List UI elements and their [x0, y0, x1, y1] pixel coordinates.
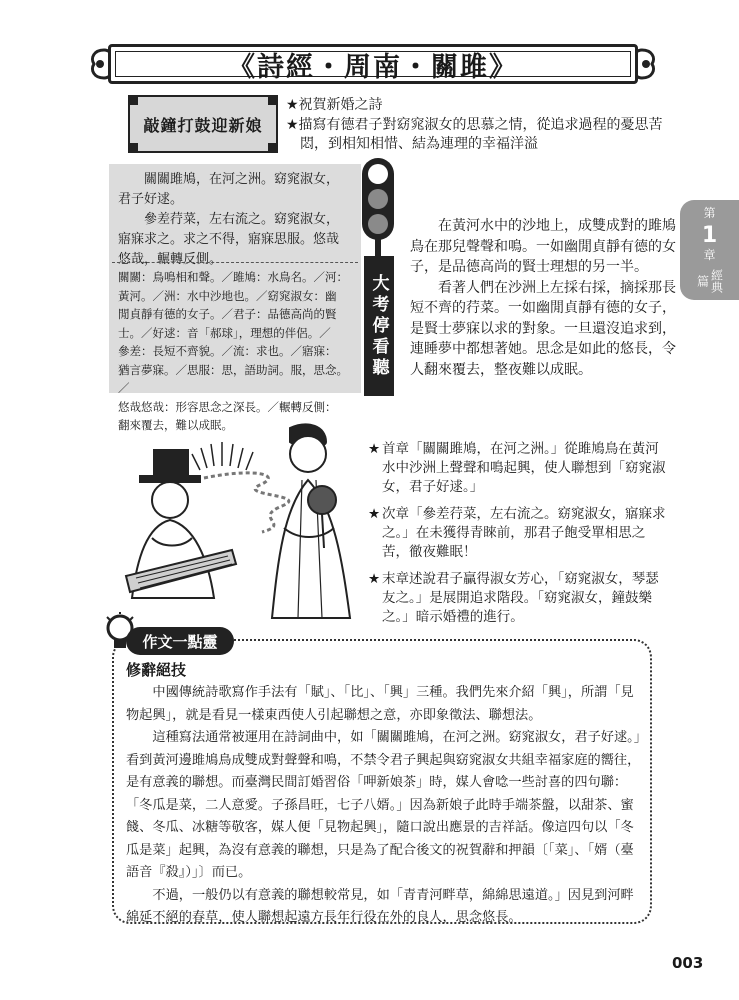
- translation-paragraph: 在黃河水中的沙地上，成雙成對的雎鳩鳥在那兒聲聲和鳴。一如幽閒貞靜有德的女子，是品德高尚的賢士理想的另一半。: [410, 218, 676, 275]
- chapter-tab[interactable]: [680, 200, 739, 300]
- subject-box: [128, 95, 278, 153]
- subject-bullet: ★描寫有德君子對窈窕淑女的思慕之情，從追求過程的憂思苦悶，到相知相惜、結為連理的幸福洋溢: [286, 117, 663, 152]
- traffic-light-icon: [362, 158, 394, 240]
- poem-line: 參差荇菜，左右流之。窈窕淑女，: [144, 212, 340, 227]
- subject-label: 敲鐘打鼓迎新娘: [143, 115, 263, 135]
- star-icon: ★: [368, 506, 381, 522]
- chapter-notes: [368, 440, 668, 635]
- poem-text: [118, 170, 358, 270]
- chapter-prefix: 第: [703, 206, 716, 220]
- exam-tip-label: 大考停看聽: [364, 256, 394, 396]
- writing-tip-body: [126, 682, 642, 930]
- chapter-number: 1: [701, 223, 718, 248]
- notes-divider: [112, 262, 358, 263]
- page-title: 《詩經・周南・關雎》: [228, 51, 518, 83]
- chapter-suffix: 章: [703, 248, 716, 262]
- tip-paragraph: 這種寫法通常被運用在詩詞曲中，如「關關雎鳩，在河之洲。窈窕淑女，君子好逑。」看到黃河邊雎鳩鳥成雙成對聲聲和鳴，不禁令君子興起與窈窕淑女共組幸福家庭的嚮往，是有意義的聯想。而臺灣民間訂婚習俗「呷新娘茶」時，媒人會唸一些討喜的四句聯：「冬瓜是菜，二人意愛。子孫昌旺，七子八婿。」因為新娘子此時手端茶盤，以甜茶、蜜餞、冬瓜、冰糖等敬客，媒人便「見物起興」，隨口說出應景的吉祥話。像這四句以「冬瓜是菜」起興，為沒有意義的聯想，只是為了配合後文的祝賀辭和押韻〔「菜」、「婿（臺語音『殺』）」〕而已。: [126, 730, 641, 880]
- chapter-section: 經典篇: [695, 269, 724, 293]
- note-line: 關關：鳥鳴相和聲。／雎鳩：水鳥名。／河：: [118, 270, 348, 284]
- poem-line: 悠哉，輾轉反側。: [118, 252, 223, 267]
- chapter-note-item: ★ 次章「參差荇菜，左右流之。窈窕淑女，寤寐求之。」在未獲得青睞前，那君子飽受單相思之苦，徹夜難眠！: [368, 506, 666, 560]
- note-line: 翻來覆去，難以成眠。: [118, 418, 233, 432]
- tip-paragraph: 不過，一般仍以有意義的聯想較常見，如「青青河畔草，綿綿思遠道。」因見到河畔綿延不絕的春草，使人聯想起遠方長年行役在外的良人，思念悠長。: [126, 887, 634, 925]
- page-number: 003: [672, 954, 704, 972]
- chapter-note-item: ★ 末章述說君子贏得淑女芳心，「窈窕淑女，琴瑟友之。」是展開追求階段。「窈窕淑女，鐘鼓樂之。」暗示婚禮的進行。: [368, 571, 659, 625]
- translation-paragraph: 看著人們在沙洲上左採右採，摘採那長短不齊的荇菜。一如幽閒貞靜有德的女子，是賢士夢寐以求的對象。一旦還沒追求到，連睡夢中都想著她。思念是如此的悠長，令人翻來覆去，整夜難以成眠。: [410, 279, 676, 378]
- note-line: 悠哉悠哉：形容思念之深長。／輾轉反側：: [118, 399, 337, 414]
- writing-tip-header: 作文一點靈: [126, 627, 234, 655]
- translation: [410, 216, 678, 380]
- scholar-and-lady-illustration: [112, 408, 372, 626]
- poem-line: 關關雎鳩，在河之洲。窈窕淑女，: [144, 172, 340, 187]
- title-banner: [108, 44, 638, 84]
- tip-paragraph: 中國傳統詩歌寫作手法有「賦」、「比」、「興」三種。我們先來介紹「興」，所謂「見物起興」，就是看見一樣東西使人引起聯想之意，亦即象徵法、聯想法。: [126, 685, 634, 723]
- star-icon: ★: [368, 441, 381, 457]
- poem-line: 君子好逑。: [118, 192, 184, 207]
- note-line: 黃河。／洲：水中沙地也。／窈窕淑女：幽: [118, 288, 337, 303]
- note-line: 士。／好逑：音「郝球」，理想的伴侶。／: [118, 325, 331, 340]
- star-icon: ★: [368, 571, 381, 587]
- note-line: 猶言夢寐。／思服：思，語助詞。服，思念。／: [118, 362, 348, 395]
- note-line: 參差：長短不齊貌。／流：求也。／寤寐：: [118, 344, 337, 358]
- poem-line: 寤寐求之。求之不得，寤寐思服。悠哉: [118, 232, 340, 247]
- note-line: 閒貞靜有德的女子。／君子：品德高尚的賢: [118, 307, 337, 321]
- chapter-note-item: ★ 首章「關關雎鳩，在河之洲。」從雎鳩鳥在黃河水中沙洲上聲聲和鳴起興，使人聯想到「窈窕淑女，君子好逑。」: [368, 441, 666, 495]
- subject-bullet: ★祝賀新婚之詩: [286, 97, 383, 113]
- writing-tip-subtitle: 修辭絕技: [126, 661, 187, 679]
- traffic-pole: [375, 238, 381, 258]
